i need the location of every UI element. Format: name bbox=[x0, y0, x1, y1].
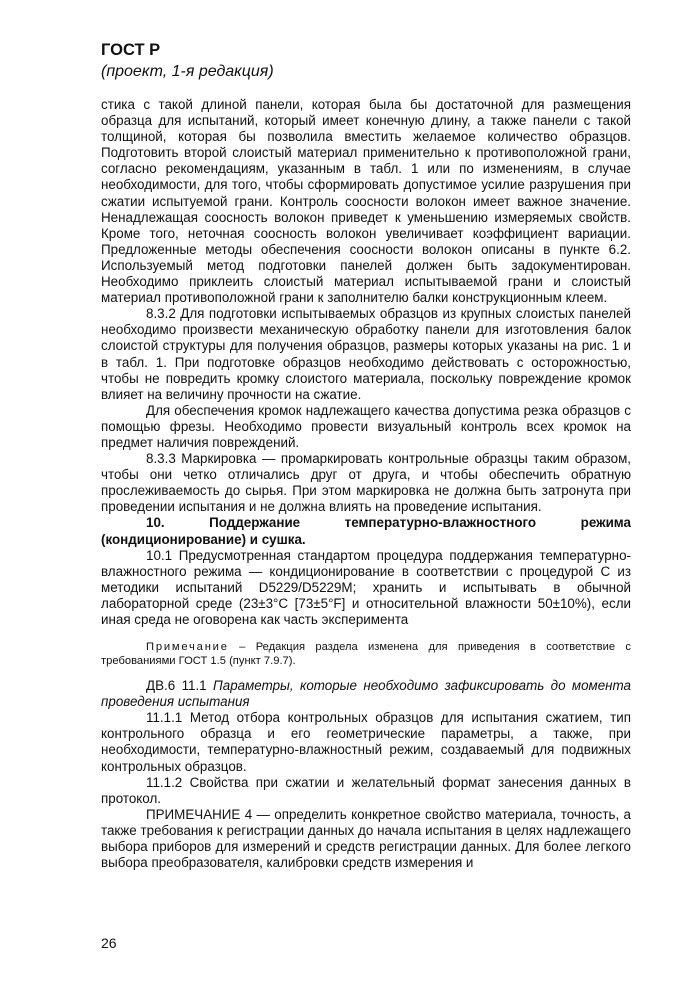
page-number: 26 bbox=[101, 935, 117, 951]
paragraph-11-1-2: 11.1.2 Свойства при сжатии и желательный формат занесения данных в протокол. bbox=[101, 774, 631, 806]
page-header bbox=[101, 39, 274, 82]
edition-subtitle: (проект, 1-я редакция) bbox=[101, 63, 274, 80]
paragraph-note-4: ПРИМЕЧАНИЕ 4 — определить конкретное свойство материала, точность, а также требования к регистрации данных до начала испытания в целях надлежащего выбора приборов для измерений и средств регистрации данных. Для более легкого выбора преобразователя, калибровки средств измерения и bbox=[101, 806, 631, 871]
note-text: – Редакция раздела изменена для приведения в соответствие с требованиями ГОСТ 1.5 (пункт 7.9.7). bbox=[101, 641, 631, 668]
paragraph-8-3-3: 8.3.3 Маркировка — промаркировать контрольные образцы таким образом, чтобы они четко отличались друг от друга, и чтобы обеспечить обратную прослеживаемость до сырья. При этом маркировка не должна быть затронута при проведении испытания и не должна влиять на проведение испытания. bbox=[101, 451, 631, 515]
standard-title: ГОСТ Р bbox=[101, 41, 161, 59]
paragraph-10-1: 10.1 Предусмотренная стандартом процедура поддержания температурно-влажностного режима — кондиционирование в соответствии с процедурой C из методики испытаний D5229/D5229M; хранить и испытывать в обычной лабораторной среде (23±3°С [73±5°F] и относительной влажности 50±10%), если иная среда не оговорена как часть эксперимента bbox=[101, 547, 631, 627]
paragraph-11-1 bbox=[101, 678, 631, 710]
paragraph-11-1-prefix: ДВ.6 11.1 bbox=[146, 678, 214, 694]
paragraph-8-3-2: 8.3.2 Для подготовки испытываемых образцов из крупных слоистых панелей необходимо произвести механическую обработку панели для изготовления балок слоистой структуры для получения образцов, размеры которых указаны на рис. 1 и в табл. 1. При подготовке образцов необходимо действовать с осторожностью, чтобы не повредить кромку слоистого материала, поскольку повреждение кромок влияет на величину прочности на сжатие. bbox=[101, 306, 631, 402]
paragraph-edge-quality: Для обеспечения кромок надлежащего качества допустима резка образцов с помощью фрезы. Необходимо провести визуальный контроль всех кромок на предмет наличия повреждений. bbox=[101, 402, 631, 450]
paragraph-continuation: стика с такой длиной панели, которая была бы достаточной для размещения образца для испытаний, который имеет конечную длину, а также панели с такой толщиной, которая бы позволила вместить желаемое количество образцов. Подготовить второй слоистый материал применительно к противоположной грани, согласно рекомендациям, указанным в табл. 1 или по изменениям, в случае необходимости, для того, чтобы сформировать допустимое усилие разрушения при сжатии испытуемой грани. Контроль соосности волокон имеет важное значение. Ненадлежащая соосность волокон приведет к уменьшению измеряемых свойств. Кроме того, неточная соосность волокон увеличивает коэффициент вариации. Предложенные методы обеспечения соосности волокон описаны в пункте 6.2. Используемый метод подготовки панелей должен быть задокументирован. Необходимо приклеить слоистый материал испытываемой грани и слоистый материал противоположной грани к заполнителю балки конструкционным клеем. bbox=[101, 97, 631, 306]
note bbox=[101, 640, 631, 668]
paragraph-11-1-1: 11.1.1 Метод отбора контрольных образцов для испытания сжатием, тип контрольного образца и его геометрические параметры, а также, при необходимости, температурно-влажностный режим, создаваемый для подвижных контрольных образцов. bbox=[101, 710, 631, 774]
section-heading-10: 10. Поддержание температурно-влажностного режима (кондиционирование) и сушка. bbox=[101, 515, 631, 547]
note-label: Примечание bbox=[146, 641, 229, 654]
paragraph-11-1-title: Параметры, которые необходимо зафиксировать до момента проведения испытания bbox=[101, 678, 632, 710]
document-body bbox=[101, 97, 631, 871]
